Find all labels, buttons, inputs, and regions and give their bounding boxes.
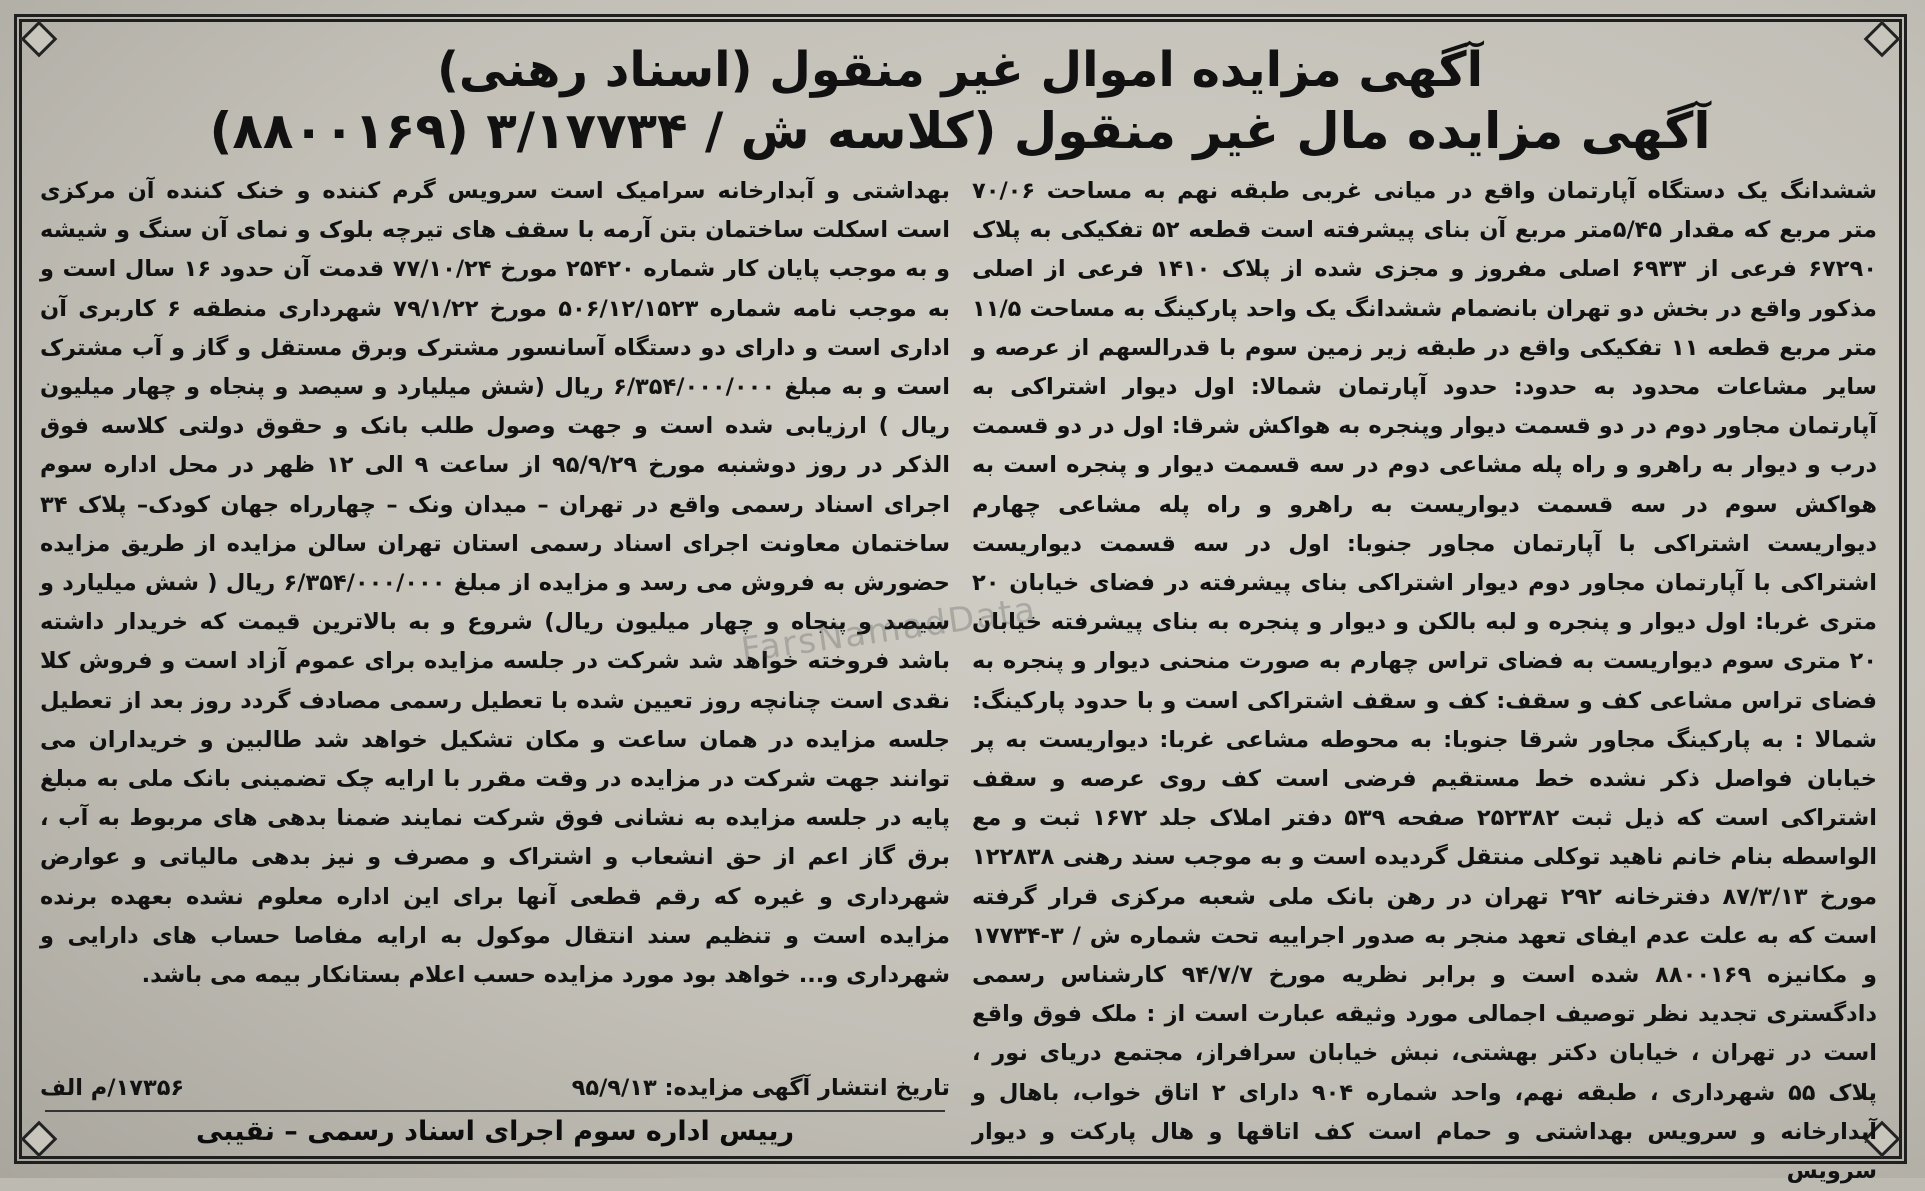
publish-date: تاریخ انتشار آگهی مزایده: ۹۵/۹/۱۳: [571, 1075, 950, 1101]
body-column-left: [40, 172, 950, 995]
publication-info: [40, 1075, 950, 1101]
reference-number: ۱۷۳۵۶/م الف: [40, 1075, 185, 1101]
corner-ornament-icon: [21, 21, 58, 58]
notice-title: آگهی مزایده اموال غیر منقول (اسناد رهنی): [436, 42, 1484, 98]
signature-line: رییس اداره سوم اجرای اسناد رسمی – نقیبی: [195, 1116, 795, 1147]
divider: [45, 1110, 945, 1112]
body-text-right: ششدانگ یک دستگاه آپارتمان واقع در میانی غربی طبقه نهم به مساحت ۷۰/۰۶ متر مربع که مقدار ۵/۴۵متر مربع آن بنای پیشرفته است قطعه ۵۲ تفکیکی به پلاک ۶۷۲۹۰ فرعی از ۶۹۳۳ اصلی مفروز و مجزی شده از پلاک ۱۴۱۰ فرعی از اصلی مذکور واقع در بخش دو تهران بانضمام ششدانگ یک واحد پارکینگ به مساحت ۱۱/۵ متر مربع قطعه ۱۱ تفکیکی واقع در طبقه زیر زمین سوم با قدرالسهم از عرصه و سایر مشاعات محدود به حدود: حدود آپارتمان شمالا: اول دیوار اشتراکی به آپارتمان مجاور دوم در دو قسمت دیوار وپنجره به هواکش شرقا: اول در دو قسمت درب و دیوار به راهرو و راه پله مشاعی دوم در سه قسمت دیوار و پنجره است به هواکش سوم در سه قسمت دیواریست به راهرو و راه پله مشاعی چهارم دیواریست اشتراکی با آپارتمان مجاور جنوبا: اول در سه قسمت دیواریست اشتراکی با آپارتمان مجاور دوم دیوار اشتراکی بنای پیشرفته در فضای خیابان ۲۰ متری غربا: اول دیوار و پنجره و لبه بالکن و دیوار و پنجره به بنای پیشرفته خیابان ۲۰ متری سوم دیواریست به فضای تراس چهارم به صورت منحنی دیوار و پنجره به فضای تراس مشاعی کف و سقف: کف و سقف اشتراکی است و با حدود پارکینگ: شمالا : به پارکینگ مجاور شرقا جنوبا: به محوطه مشاعی غربا: دیواریست به پر خیابان فواصل ذکر نشده خط مستقیم فرضی است کف روی عرصه و سقف اشتراکی است که ذیل ثبت ۲۵۲۳۸۲ صفحه ۵۳۹ دفتر املاک جلد ۱۶۷۲ ثبت و مع الواسطه بنام خانم ناهید توکلی منتقل گردیده است و به موجب سند رهنی ۱۲۲۸۳۸ مورخ ۸۷/۳/۱۳ دفترخانه ۲۹۲ تهران در رهن بانک ملی شعبه مرکزی قرار گرفته است که به علت عدم ایفای تعهد منجر به صدور اجراییه تحت شماره ش / ۳-۱۷۷۳۴ و مکانیزه ۸۸۰۰۱۶۹ شده است و برابر نظریه مورخ ۹۴/۷/۷ کارشناس رسمی دادگستری تجدید نظر توصیف اجمالی مورد وثیقه عبارت است از : ملک فوق واقع است در تهران ، خیابان دکتر بهشتی، نبش خیابان سرافراز، مجتمع دریای نور ، پلاک ۵۵ شهرداری ، طبقه نهم، واحد شماره ۹۰۴ دارای ۲ اتاق خواب، باهال و آبدارخانه و سرویس بهداشتی و حمام است کف اتاقها و هال پارکت و دیوار سرویس: [972, 178, 1878, 1185]
watermark: FarsNamadData: [738, 589, 1040, 671]
corner-ornament-icon: [1864, 21, 1901, 58]
body-column-right: [972, 172, 1877, 1191]
body-text-left: بهداشتی و آبدارخانه سرامیک است سرویس گرم کننده و خنک کننده آن مرکزی است اسکلت ساختمان بتن آرمه با سقف های تیرچه بلوک و نمای آن سنگ و شیشه و به موجب پایان کار شماره ۲۵۴۲۰ مورخ ۷۷/۱۰/۲۴ قدمت آن حدود ۱۶ سال است و به موجب نامه شماره ۵۰۶/۱۲/۱۵۲۳ مورخ ۷۹/۱/۲۲ شهرداری منطقه ۶ کاربری آن اداری است و دارای دو دستگاه آسانسور مشترک وبرق مستقل و گاز و آب مشترک است و به مبلغ ۶/۳۵۴/۰۰۰/۰۰۰ ریال (شش میلیارد و سیصد و پنجاه و چهار میلیون ریال ) ارزیابی شده است و جهت وصول طلب بانک و حقوق دولتی کلاسه فوق الذکر در روز دوشنبه مورخ ۹۵/۹/۲۹ از ساعت ۹ الی ۱۲ ظهر در محل اداره سوم اجرای اسناد رسمی واقع در تهران – میدان ونک – چهارراه جهان کودک– پلاک ۳۴ ساختمان معاونت اجرای اسناد رسمی استان تهران سالن مزایده از طریق مزایده حضورش به فروش می رسد و مزایده از مبلغ ۶/۳۵۴/۰۰۰/۰۰۰ ریال ( شش میلیارد و سیصد و پنجاه و چهار میلیون ریال) شروع و به بالاترین قیمت که خریدار داشته باشد فروخته خواهد شد شرکت در جلسه مزایده برای عموم آزاد است و فروش کلا نقدی است چنانچه روز تعیین شده با تعطیل رسمی مصادف گردد روز بعد از تعطیل جلسه مزایده در همان ساعت و مکان تشکیل خواهد شد طالبین و خریداران می توانند جهت شرکت در مزایده در وقت مقرر با ارایه چک تضمینی بانک ملی به مبلغ پایه در جلسه مزایده به نشانی فوق شرکت نمایند ضمنا بدهی های مربوط به آب ، برق گاز اعم از حق انشعاب و اشتراک و مصرف و نیز بدهی مالیاتی و عوارض شهرداری و غیره که رقم قطعی آنها برای این اداره معلوم نشده بعهده برنده مزایده است و تنظیم سند انتقال موکول به ارایه مفاصا حساب های دارایی و شهرداری و... خواهد بود مورد مزایده حسب اعلام بستانکار بیمه می باشد.: [40, 178, 951, 989]
notice-subtitle: آگهی مزایده مال غیر منقول (کلاسه ش / ۳/۱۷۷۳۴ (۸۸۰۰۱۶۹): [209, 102, 1711, 160]
